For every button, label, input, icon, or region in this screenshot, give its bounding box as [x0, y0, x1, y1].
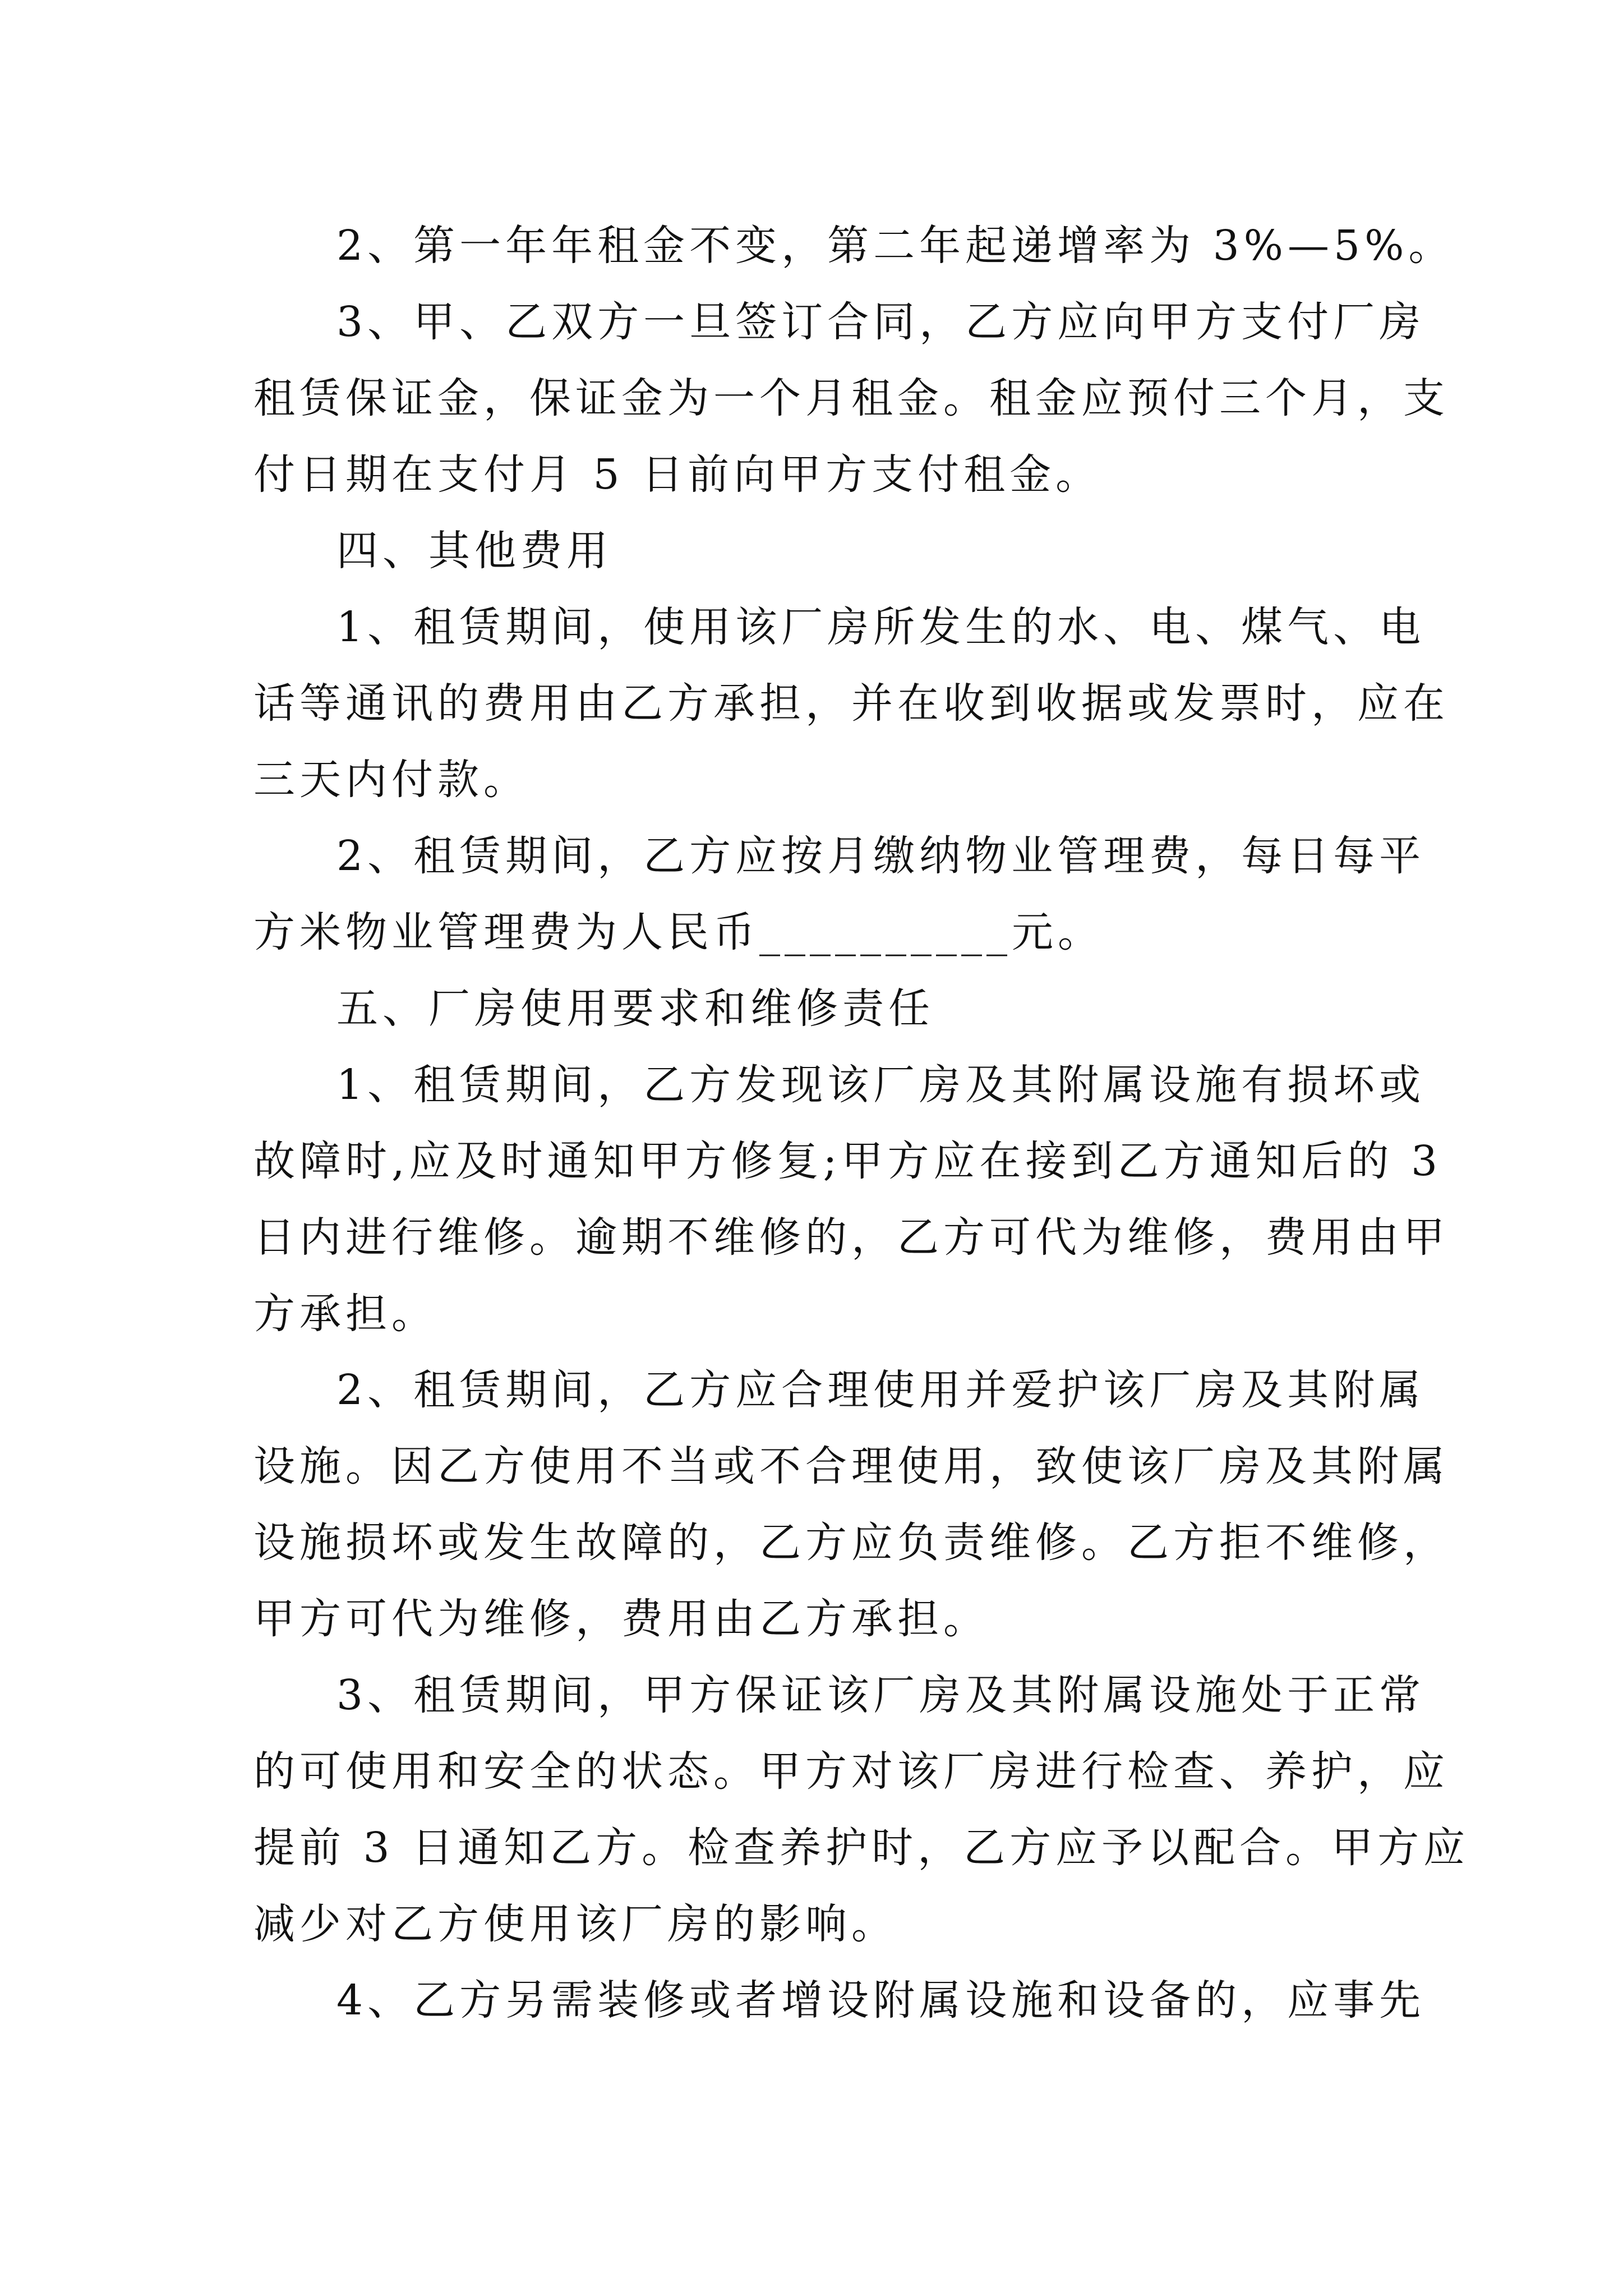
paragraph-line: 故障时,应及时通知甲方修复;甲方应在接到乙方通知后的 3	[253, 1137, 1442, 1185]
paragraph-line: 2、租赁期间，乙方应合理使用并爱护该厂房及其附属	[336, 1366, 1426, 1414]
section-heading: 五、厂房使用要求和维修责任	[336, 984, 934, 1033]
paragraph-line: 提前 3 日通知乙方。检查养护时，乙方应予以配合。甲方应	[253, 1824, 1470, 1872]
paragraph-line: 设施。因乙方使用不当或不合理使用，致使该厂房及其附属	[253, 1442, 1449, 1490]
paragraph-line: 方承担。	[253, 1290, 437, 1338]
paragraph-line: 租赁保证金，保证金为一个月租金。租金应预付三个月，支	[253, 374, 1449, 422]
paragraph-line: 的可使用和安全的状态。甲方对该厂房进行检查、养护，应	[253, 1747, 1449, 1796]
paragraph-line: 1、租赁期间，乙方发现该厂房及其附属设施有损坏或	[336, 1061, 1426, 1109]
paragraph-line: 2、第一年年租金不变，第二年起递增率为 3%—5%。	[336, 222, 1455, 270]
paragraph-line: 设施损坏或发生故障的，乙方应负责维修。乙方拒不维修，	[253, 1519, 1449, 1567]
section-heading: 四、其他费用	[336, 527, 612, 575]
paragraph-line: 三天内付款。	[253, 756, 529, 804]
paragraph-line: 方米物业管理费为人民币__________元。	[253, 908, 1104, 956]
paragraph-line: 话等通讯的费用由乙方承担，并在收到收据或发票时，应在	[253, 679, 1449, 728]
paragraph-line: 2、租赁期间，乙方应按月缴纳物业管理费，每日每平	[336, 832, 1426, 880]
paragraph-line: 日内进行维修。逾期不维修的，乙方可代为维修，费用由甲	[253, 1213, 1449, 1262]
paragraph-line: 3、甲、乙双方一旦签订合同，乙方应向甲方支付厂房	[336, 298, 1426, 346]
paragraph-line: 减少对乙方使用该厂房的影响。	[253, 1900, 897, 1948]
document-body	[253, 208, 1470, 2039]
paragraph-line: 甲方可代为维修，费用由乙方承担。	[253, 1595, 989, 1643]
paragraph-line: 3、租赁期间，甲方保证该厂房及其附属设施处于正常	[336, 1671, 1426, 1719]
paragraph-line: 付日期在支付月 5 日前向甲方支付租金。	[253, 450, 1102, 499]
paragraph-line: 4、乙方另需装修或者增设附属设施和设备的，应事先	[336, 1976, 1426, 2024]
paragraph-line: 1、租赁期间，使用该厂房所发生的水、电、煤气、电	[336, 603, 1426, 651]
